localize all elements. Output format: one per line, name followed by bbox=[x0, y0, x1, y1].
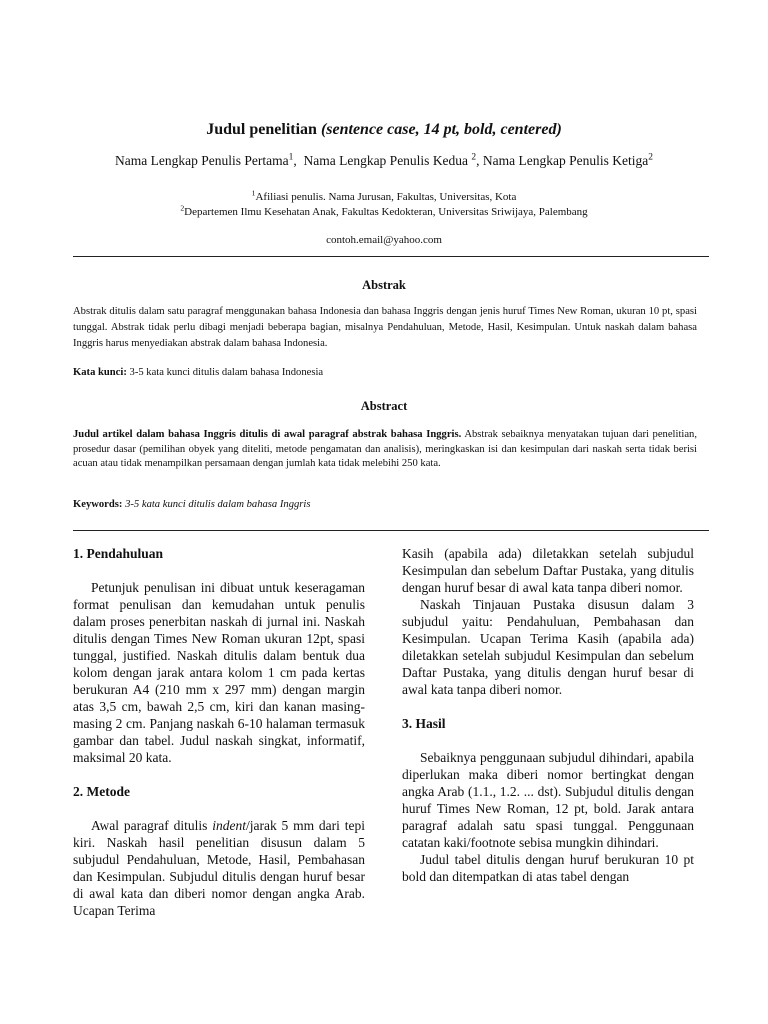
section-2-heading: 2. Metode bbox=[73, 784, 130, 799]
affiliation-2 bbox=[0, 203, 768, 218]
section-1-paragraph: Petunjuk penulisan ini dibuat untuk keseragaman format penulisan dan kemudahan untuk penulis dalam proses penerbitan naskah di jurnal ini. Naskah ditulis dengan Times New Roman ukuran 12pt, spasi tunggal, justified. Naskah ditulis dalam bentuk dua kolom dengan jarak antara kolom 1 cm pada kertas berukuran A4 (210 mm x 297 mm) dengan margin atas 3,5 cm, bawah 2,5 cm, kiri dan kanan masing-masing 2 cm. Panjang naskah 6-10 halaman termasuk gambar dan tabel. Judul naskah singkat, informatif, maksimal 20 kata. bbox=[73, 580, 365, 765]
affiliation-1-text: Afiliasi penulis. Nama Jurusan, Fakultas, Universitas, Kota bbox=[255, 191, 517, 203]
title-note: (sentence case, 14 pt, bold, centered) bbox=[320, 121, 562, 138]
affiliation-1 bbox=[0, 188, 768, 203]
author-2-affil: 2 bbox=[471, 152, 477, 163]
author-1-affil: 1 bbox=[288, 152, 294, 163]
section-3-paragraph-1: Sebaiknya penggunaan subjudul dihindari, apabila diperlukan maka diberi nomor bertingkat dengan angka Arab (1.1., 1.2. ... dst). Subjudul ditulis dengan huruf Times New Roman, 12 pt, bold. Jarak antara paragraf adalah satu spasi tunggal. Penggunaan catatan kaki/footnote sebisa mungkin dihindari. bbox=[402, 750, 694, 850]
abstrak-body: Abstrak ditulis dalam satu paragraf menggunakan bahasa Indonesia dan bahasa Inggris dengan jenis huruf Times New Roman, ukuran 10 pt, spasi tunggal. Abstrak tidak perlu dibagi menjadi beberapa bagian, misalnya Pendahuluan, Metode, Hasil, Kesimpulan. Untuk naskah dalam bahasa Inggris harus menyediakan abstrak dalam bahasa Indonesia. bbox=[73, 306, 697, 349]
author-list: Nama Lengkap Penulis Pertama$^1$, Nama Lengkap Penulis Kedua $^2$, Nama Lengkap Penulis Ketiga$^2$ bbox=[115, 152, 653, 168]
section-2-text-a: Awal paragraf ditulis bbox=[91, 818, 213, 833]
affiliation-2-text: Departemen Ilmu Kesehatan Anak, Fakultas Kedokteran, Universitas Sriwijaya, Palembang bbox=[184, 206, 588, 218]
left-column bbox=[73, 545, 365, 919]
paper-title bbox=[0, 121, 768, 139]
section-1-heading: 1. Pendahuluan bbox=[73, 546, 164, 561]
abstrak-keywords-text: 3-5 kata kunci ditulis dalam bahasa Indonesia bbox=[129, 367, 324, 378]
review-paragraph: Naskah Tinjauan Pustaka disusun dalam 3 subjudul yaitu: Pendahuluan, Pembahasan dan Kesimpulan. Ucapan Terima Kasih (apabila ada) diletakkan setelah subjudul Kesimpulan dan sebelum Daftar Pustaka, yang ditulis dengan huruf besar di awal kata tanpa diberi nomor. bbox=[402, 597, 694, 697]
section-2-italic: indent bbox=[212, 818, 246, 833]
abstract-heading: Abstract bbox=[360, 399, 408, 413]
right-column bbox=[402, 545, 694, 885]
corresponding-email: contoh.email@yahoo.com bbox=[326, 234, 442, 246]
abstract-text: Abstrak sebaiknya menyatakan tujuan dari penelitian, prosedur dasar (pemilihan obyek yang diteliti, metode pengamatan dan analisis), meringkaskan isi dan kesimpulan dari naskah serta tidak berisi acuan atau tidak menampilkan persamaan dengan jumlah kata tidak melebihi 250 kata. bbox=[73, 429, 697, 469]
author-3-affil: 2 bbox=[648, 152, 653, 163]
affiliation-2-mark: 2 bbox=[180, 203, 185, 213]
continued-paragraph: Kasih (apabila ada) diletakkan setelah subjudul Kesimpulan dan sebelum Daftar Pustaka, yang ditulis dengan huruf besar di awal kata tanpa diberi nomor. bbox=[402, 546, 694, 595]
affiliation-1-mark: 1 bbox=[251, 188, 256, 198]
abstract-keywords-text: 3-5 kata kunci ditulis dalam bahasa Inggris bbox=[125, 499, 311, 510]
title-main: Judul penelitian bbox=[206, 121, 317, 138]
author-2: Nama Lengkap Penulis Kedua bbox=[303, 153, 469, 168]
abstrak-keywords bbox=[73, 367, 697, 378]
section-2-text-b: /jarak 5 mm dari tepi kiri. Naskah hasil penelitian disusun dalam 5 subjudul Pendahuluan, Metode, Hasil, Pembahasan dan Kesimpulan. Subjudul ditulis dengan huruf besar di awal kata dan diberi nomor dengan angka Arab. Ucapan Terima bbox=[73, 818, 365, 918]
abstract-lead: Judul artikel dalam bahasa Inggris ditulis di awal paragraf abstrak bahasa Inggris. bbox=[73, 429, 462, 440]
abstract-keywords-label: Keywords: bbox=[73, 499, 123, 510]
abstrak-keywords-label: Kata kunci: bbox=[73, 367, 127, 378]
section-3-heading: 3. Hasil bbox=[402, 716, 446, 731]
divider-bottom bbox=[73, 530, 709, 531]
divider-top bbox=[73, 256, 709, 257]
author-1: Nama Lengkap Penulis Pertama bbox=[115, 153, 289, 168]
author-3: Nama Lengkap Penulis Ketiga bbox=[482, 153, 649, 168]
section-3-paragraph-2: Judul tabel ditulis dengan huruf berukuran 10 pt bold dan ditempatkan di atas tabel dengan bbox=[402, 852, 694, 884]
abstract-keywords bbox=[73, 499, 697, 510]
abstrak-heading: Abstrak bbox=[362, 278, 406, 292]
abstract-body bbox=[73, 428, 697, 472]
section-2-paragraph bbox=[73, 817, 365, 919]
